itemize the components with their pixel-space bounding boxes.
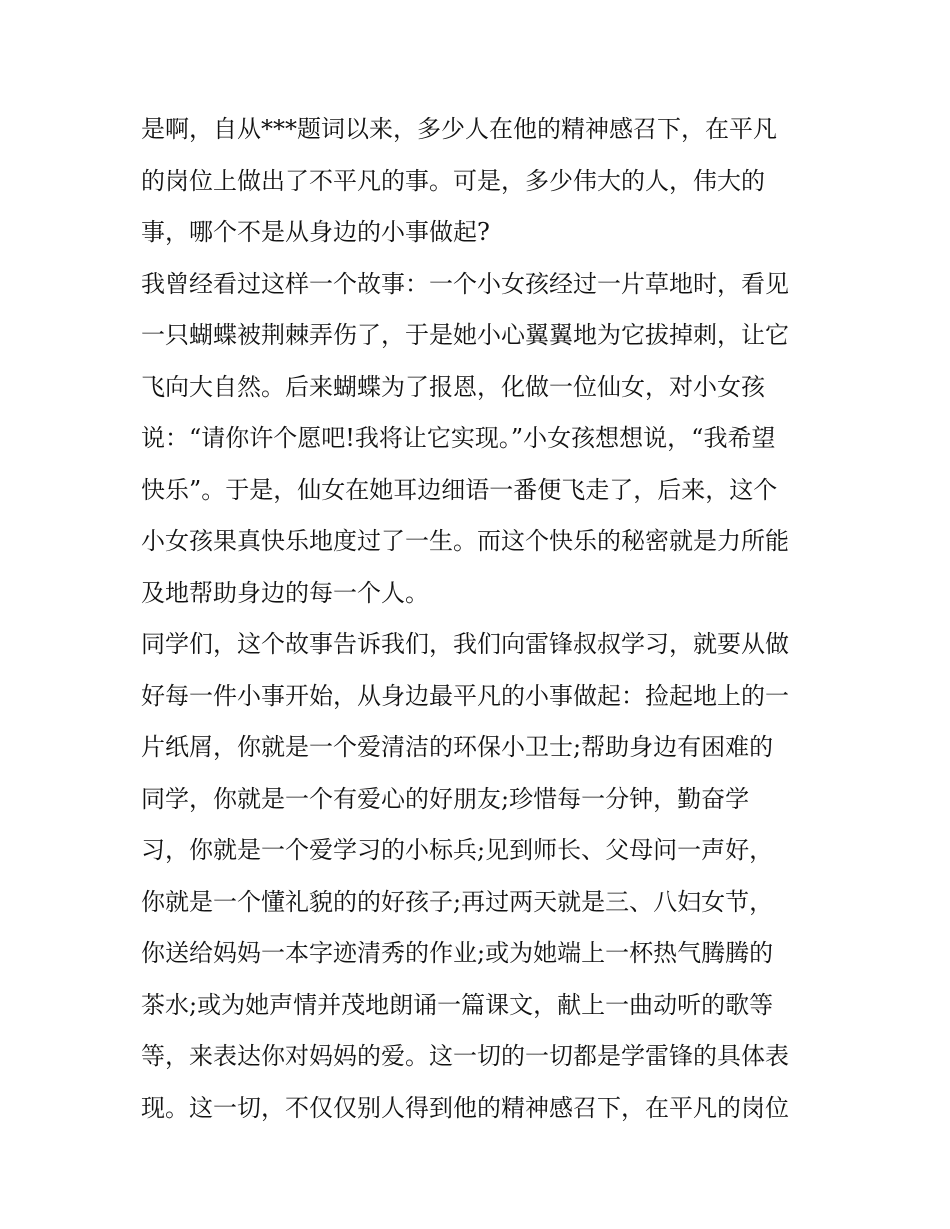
text-line-18: 茶水;或为她声情并茂地朗诵一篇课文，献上一曲动听的歌等 <box>141 990 774 1019</box>
text-line-12: 好每一件小事开始，从身边最平凡的小事做起：捡起地上的一 <box>141 681 789 710</box>
text-line-11: 同学们，这个故事告诉我们，我们向雷锋叔叔学习，就要从做 <box>141 630 789 658</box>
text-line-16: 你就是一个懂礼貌的的好孩子;再过两天就是三、八妇女节， <box>141 887 774 916</box>
text-line-14: 同学，你就是一个有爱心的好朋友;珍惜每一分钟，勤奋学 <box>141 784 750 813</box>
text-line-17: 你送给妈妈一本字迹清秀的作业;或为她端上一杯热气腾腾的 <box>141 939 774 967</box>
text-line-4: 我曾经看过这样一个故事：一个小女孩经过一片草地时，看见 <box>141 269 789 298</box>
text-line-15: 习，你就是一个爱学习的小标兵;见到师长、父母问一声好， <box>141 836 774 864</box>
text-line-20: 现。这一切，不仅仅别人得到他的精神感召下，在平凡的岗位 <box>141 1093 789 1122</box>
text-line-19: 等，来表达你对妈妈的爱。这一切的一切都是学雷锋的具体表 <box>141 1042 789 1070</box>
text-line-7: 说：“请你许个愿吧!我将让它实现。”小女孩想想说，“我希望 <box>141 424 776 452</box>
text-line-1: 是啊，自从***题词以来，多少人在他的精神感召下，在平凡 <box>141 115 777 143</box>
text-line-6: 飞向大自然。后来蝴蝶为了报恩，化做一位仙女，对小女孩 <box>141 372 765 401</box>
text-line-2: 的岗位上做出了不平凡的事。可是，多少伟大的人，伟大的 <box>141 166 765 195</box>
text-line-9: 小女孩果真快乐地度过了一生。而这个快乐的秘密就是力所能 <box>141 527 789 555</box>
text-line-13: 片纸屑，你就是一个爱清洁的环保小卫士;帮助身边有困难的 <box>141 733 774 761</box>
text-line-5: 一只蝴蝶被荆棘弄伤了，于是她小心翼翼地为它拔掉刺，让它 <box>141 321 789 349</box>
body-text <box>141 104 821 1134</box>
text-line-3: 事，哪个不是从身边的小事做起? <box>141 218 490 246</box>
text-line-8: 快乐”。于是，仙女在她耳边细语一番便飞走了，后来，这个 <box>141 475 778 504</box>
text-line-10: 及地帮助身边的每一个人。 <box>141 578 429 607</box>
